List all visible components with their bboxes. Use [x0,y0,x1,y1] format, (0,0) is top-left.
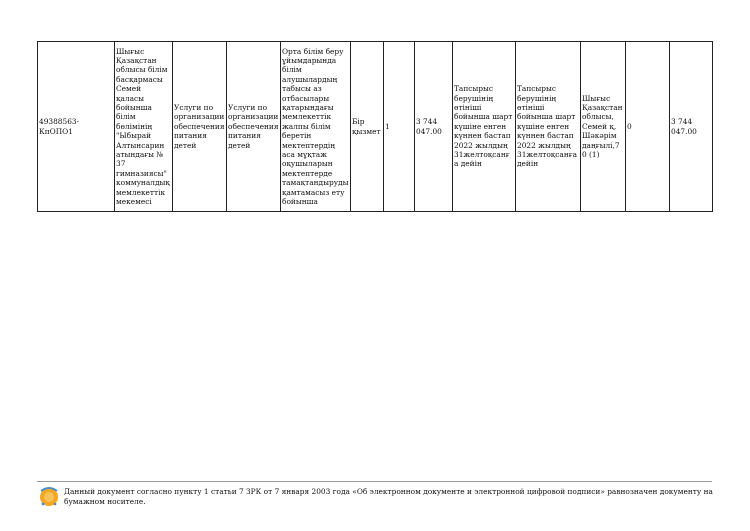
footer-divider [37,481,712,482]
cell-customer: Шығыс Қазақстан облысы білім басқармасы Семей қаласы бойынша білім бөлімінің "Ыбырай Алтынсарин атындағы № 37 гимназиясы" коммуналдық мемлекеттік мекемесі [115,42,173,212]
cell-unit: Бір қызмет [351,42,384,212]
cell-advance: 0 [626,42,670,212]
cell-name-ru: Услуги по организации обеспечения питания детей [173,42,227,212]
cell-description-kz: Орта білім беру ұйымдарында білім алушылардың табысы аз отбасылары қатарындағы мемлекеттік жалпы білім беретін мектептердің аса мұқтаж оқушыларын мектептерде тамақтандыруды қамтамасыз ету бойынша [281,42,351,212]
cell-total-amount: 3 744 047.00 [670,42,713,212]
procurement-table [37,41,713,212]
egov-logo-icon [38,485,60,507]
footer [38,485,713,511]
legal-notice: Данный документ согласно пункту 1 статьи 7 ЗРК от 7 января 2003 года «Об электронном документе и электронной цифровой подписи» равнозначен документу на бумажном носителе. [64,487,713,506]
cell-delivery-term-2: Тапсырыс берушінің өтініші бойынша шарт күшіне енген күннен бастап 2022 жылдың 31желтоқсанға дейін [516,42,581,212]
table-row [38,42,713,212]
cell-description-ru: Услуги по организации обеспечения питания детей [227,42,281,212]
cell-delivery-place: Шығыс Қазақстан облысы, Семей қ, Шәкәрім даңғылі,70 (1) [581,42,626,212]
cell-unit-price: 3 744 047.00 [415,42,453,212]
cell-lot-number: 49388563-КпОПО1 [38,42,115,212]
cell-quantity: 1 [384,42,415,212]
cell-delivery-term: Тапсырыс берушінің өтініші бойынша шарт күшіне енген күннен бастап 2022 жылдың 31желтоқсанға дейін [453,42,516,212]
